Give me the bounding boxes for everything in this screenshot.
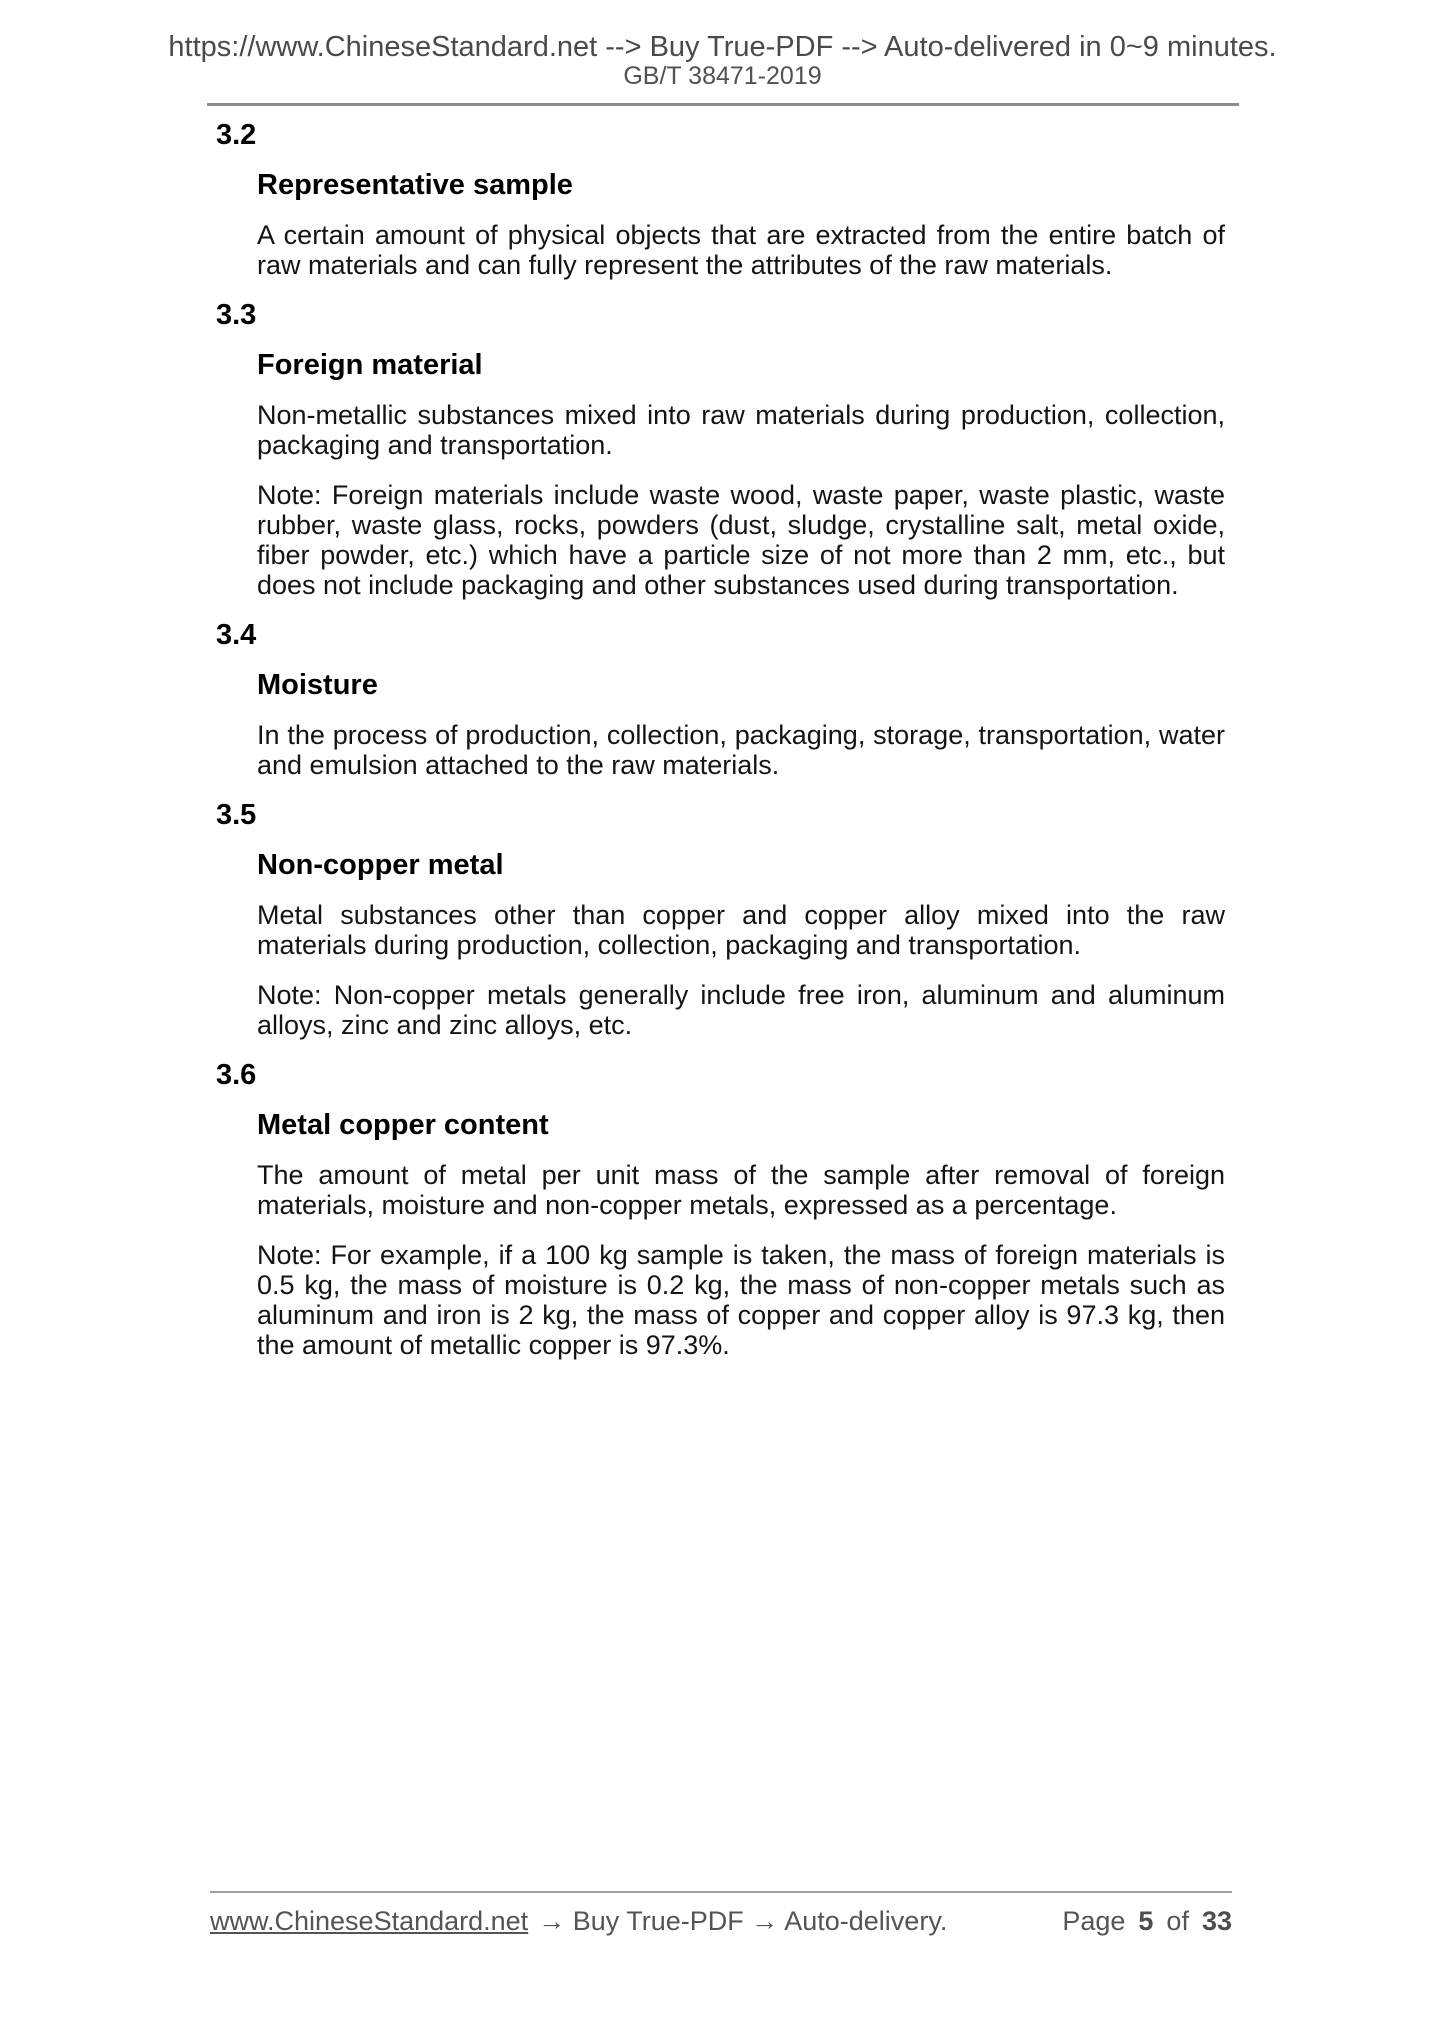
section-number: 3.4 — [216, 619, 257, 651]
section-title: Metal copper content — [257, 1109, 549, 1141]
header-doc-code: GB/T 38471-2019 — [623, 62, 822, 90]
section-3-2 — [216, 119, 1225, 280]
footer-site-link[interactable]: www.ChineseStandard.net — [210, 1906, 529, 1936]
section-title: Representative sample — [257, 169, 573, 201]
page-label: Page — [1062, 1906, 1126, 1936]
section-number: 3.2 — [216, 119, 257, 151]
header-url-line: https://www.ChineseStandard.net --> Buy True-PDF --> Auto-delivered in 0~9 minutes. — [168, 31, 1277, 63]
page-total-number: 33 — [1201, 1906, 1232, 1936]
section-number: 3.5 — [216, 799, 257, 831]
note-paragraph: Note: Foreign materials include waste wood, waste paper, waste plastic, waste rubber, waste glass, rocks, powders (dust, sludge, crystalline salt, metal oxide, fiber powder, etc.) which have a particle size of not more than 2 mm, etc., but does not include packaging and other substances used during transportation. — [257, 480, 1225, 600]
section-paragraph: Non-metallic substances mixed into raw materials during production, collection, packaging and transportation. — [257, 400, 1225, 460]
section-title: Moisture — [257, 669, 378, 701]
footer-tail-text: → Buy True-PDF → Auto-delivery. — [538, 1906, 948, 1936]
section-paragraph: Metal substances other than copper and copper alloy mixed into the raw materials during production, collection, packaging and transportation. — [257, 900, 1225, 960]
page-current-number: 5 — [1138, 1906, 1154, 1936]
section-number: 3.6 — [216, 1059, 257, 1091]
section-3-6 — [216, 1059, 1225, 1360]
page-header — [0, 0, 1445, 90]
section-3-3 — [216, 299, 1225, 600]
section-number: 3.3 — [216, 299, 257, 331]
section-title: Non-copper metal — [257, 849, 504, 881]
page-of-label: of — [1166, 1906, 1189, 1936]
section-paragraph: A certain amount of physical objects that are extracted from the entire batch of raw materials and can fully represent the attributes of the raw materials. — [257, 220, 1225, 280]
footer-page-indicator — [1062, 1906, 1232, 1936]
section-3-5 — [216, 799, 1225, 1040]
note-paragraph: Note: Non-copper metals generally include free iron, aluminum and aluminum alloys, zinc and zinc alloys, etc. — [257, 980, 1225, 1040]
page-footer — [210, 1891, 1232, 1936]
section-paragraph: In the process of production, collection, packaging, storage, transportation, water and emulsion attached to the raw materials. — [257, 720, 1225, 780]
section-title: Foreign material — [257, 349, 483, 381]
note-paragraph: Note: For example, if a 100 kg sample is taken, the mass of foreign materials is 0.5 kg, the mass of moisture is 0.2 kg, the mass of non-copper metals such as aluminum and iron is 2 kg, the mass of copper and copper alloy is 97.3 kg, then the amount of metallic copper is 97.3%. — [257, 1240, 1225, 1360]
section-3-4 — [216, 619, 1225, 780]
section-paragraph: The amount of metal per unit mass of the sample after removal of foreign materials, moisture and non-copper metals, expressed as a percentage. — [257, 1160, 1225, 1220]
footer-left — [210, 1906, 947, 1936]
document-body — [216, 106, 1225, 1360]
